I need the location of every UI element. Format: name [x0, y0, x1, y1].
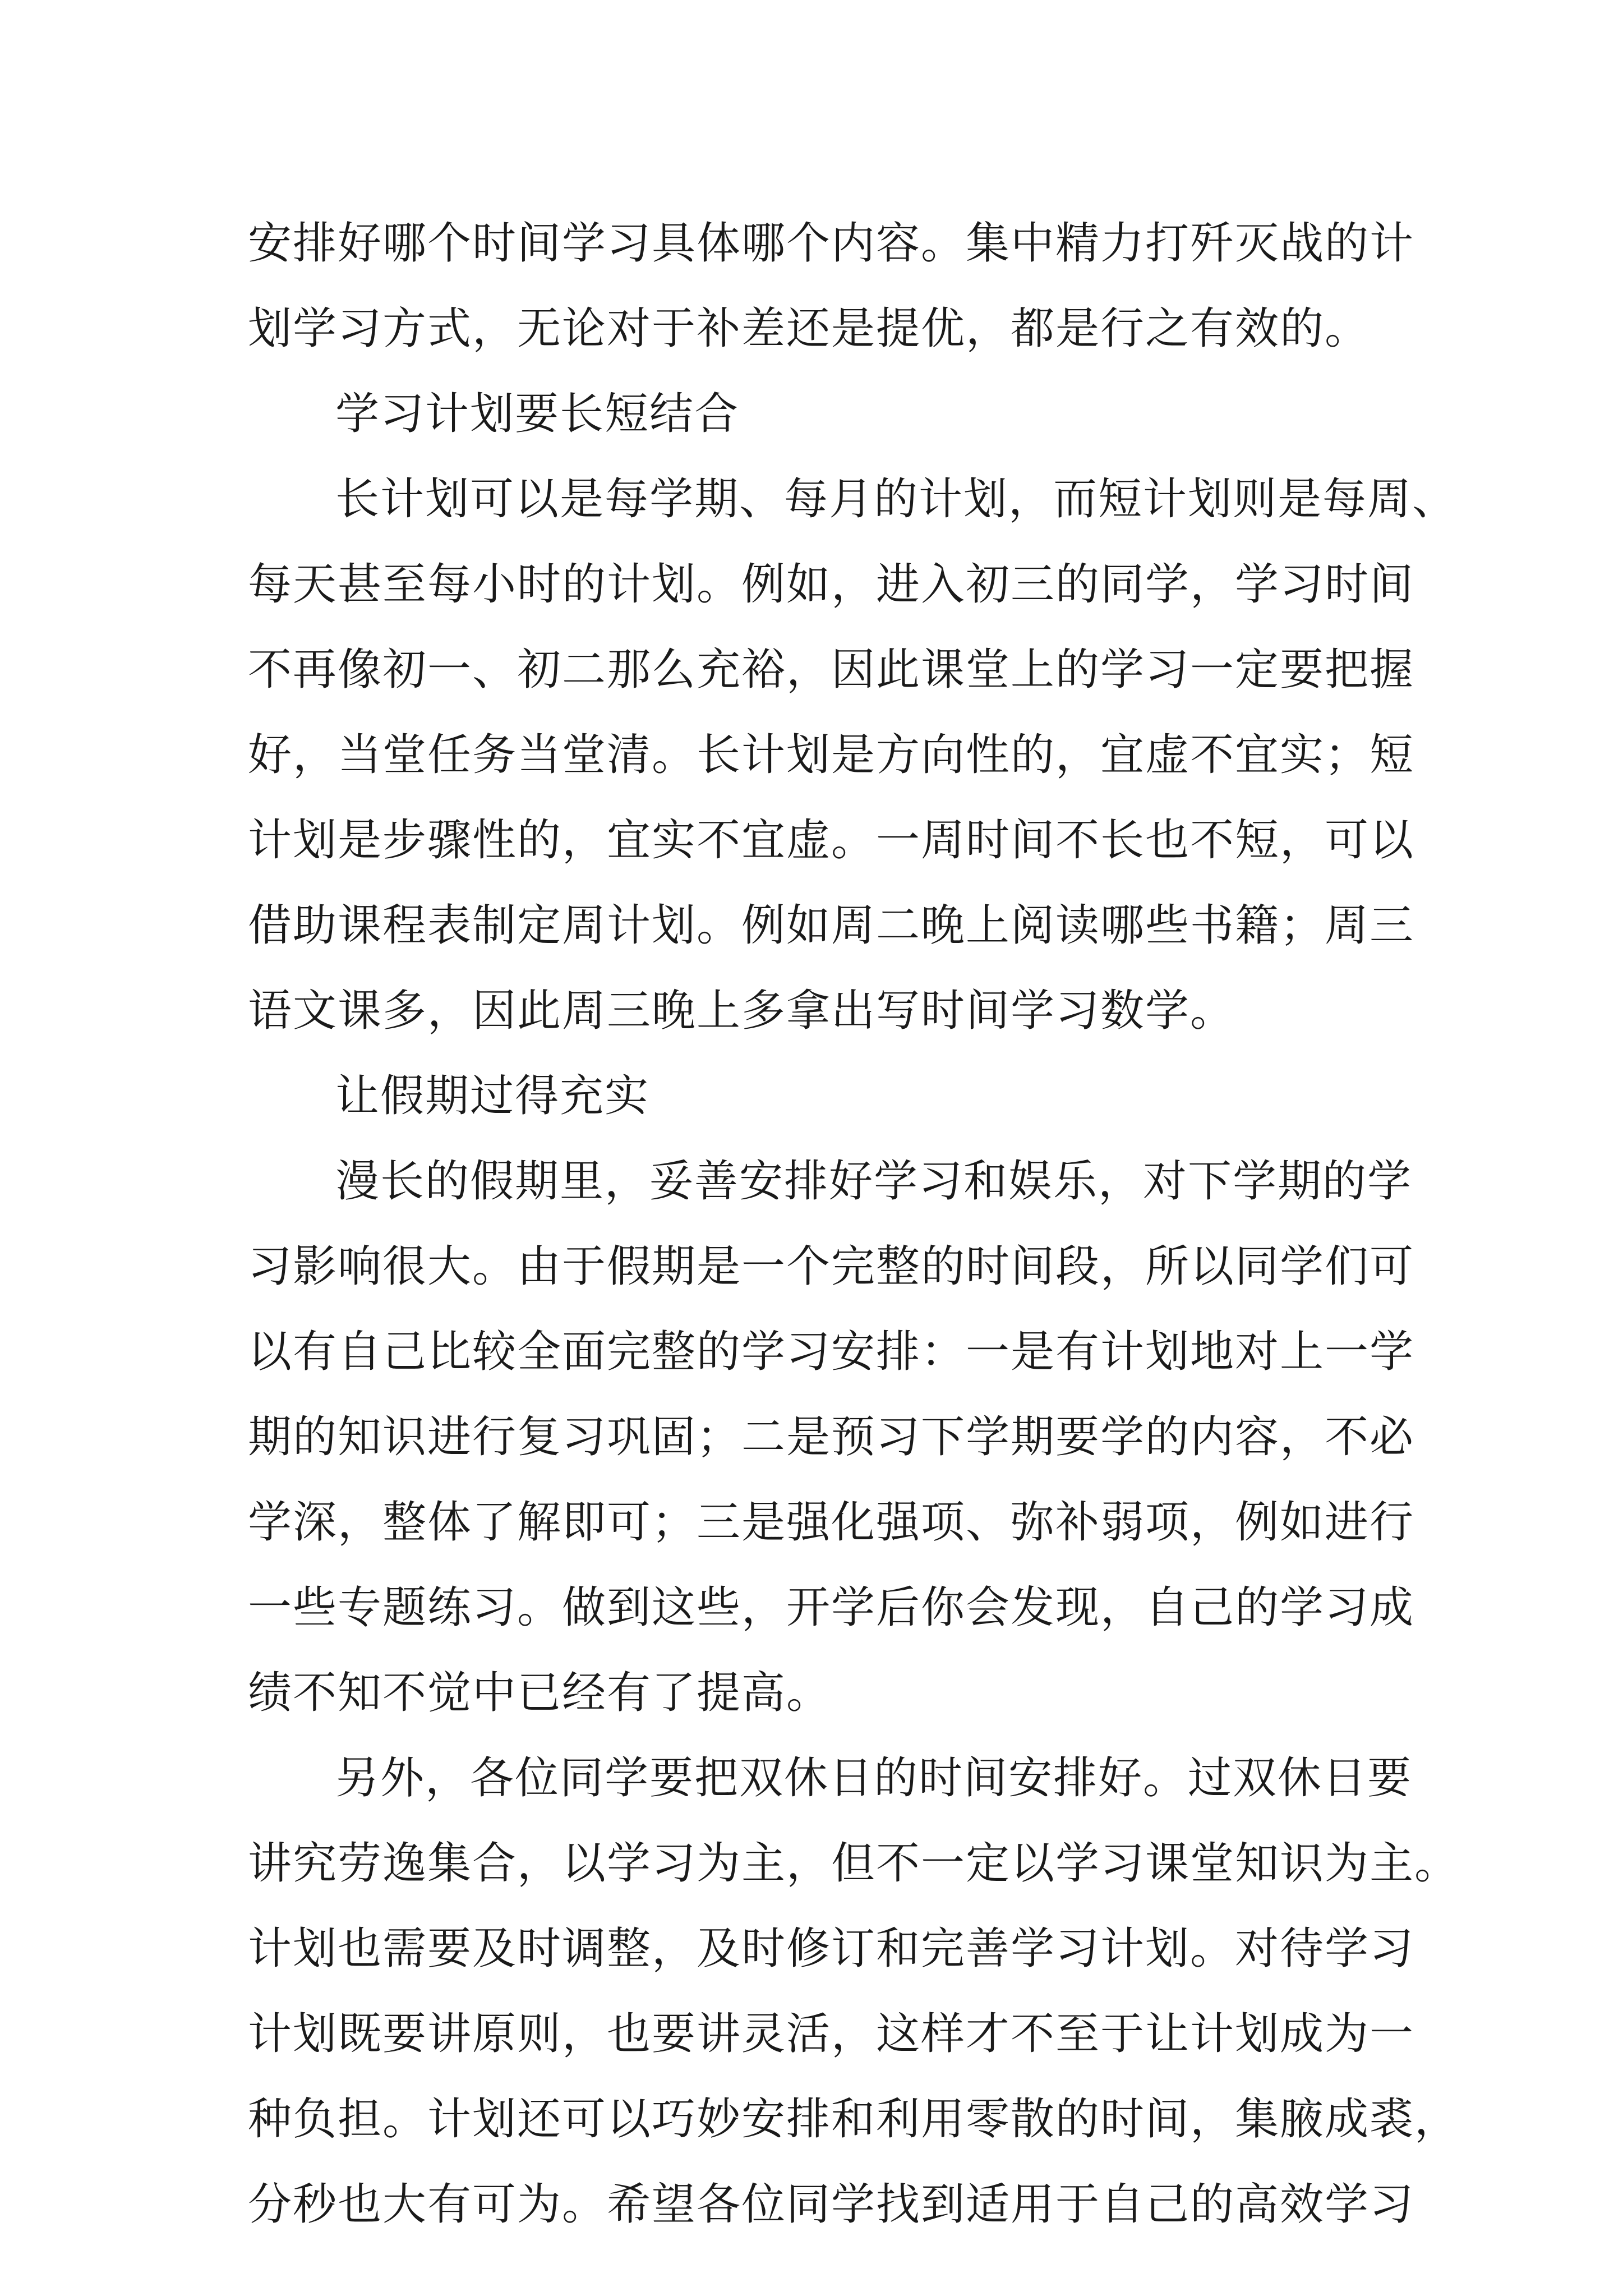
text-line: 以有自己比较全面完整的学习安排：一是有计划地对上一学 [248, 1327, 1415, 1377]
text-line: 计划也需要及时调整，及时修订和完善学习计划。对待学习 [248, 1924, 1415, 1974]
document-body [248, 201, 1460, 2247]
text-line: 学深，整体了解即可；三是强化强项、弥补弱项，例如进行 [248, 1497, 1415, 1548]
paragraph-start: 另外，各位同学要把双休日的时间安排好。过双休日要 [335, 1753, 1413, 1803]
text-line: 种负担。计划还可以巧妙安排和利用零散的时间，集腋成裘， [248, 2094, 1460, 2145]
text-line: 好，当堂任务当堂清。长计划是方向性的，宜虚不宜实；短 [248, 730, 1415, 780]
text-line: 安排好哪个时间学习具体哪个内容。集中精力打歼灭战的计 [248, 218, 1415, 269]
text-line: 绩不知不觉中已经有了提高。 [248, 1668, 832, 1718]
text-line: 每天甚至每小时的计划。例如，进入初三的同学，学习时间 [248, 559, 1415, 610]
paragraph-start: 长计划可以是每学期、每月的计划，而短计划则是每周、 [335, 474, 1458, 524]
text-line: 借助课程表制定周计划。例如周二晚上阅读哪些书籍；周三 [248, 900, 1415, 951]
text-line: 划学习方式，无论对于补差还是提优，都是行之有效的。 [248, 303, 1370, 354]
text-line: 不再像初一、初二那么充裕，因此课堂上的学习一定要把握 [248, 645, 1415, 695]
text-line: 讲究劳逸集合，以学习为主，但不一定以学习课堂知识为主。 [248, 1838, 1460, 1889]
section-heading: 学习计划要长短结合 [335, 389, 740, 439]
text-line: 习影响很大。由于假期是一个完整的时间段，所以同学们可 [248, 1241, 1415, 1292]
text-line: 期的知识进行复习巩固；二是预习下学期要学的内容，不必 [248, 1412, 1415, 1462]
paragraph-start: 漫长的假期里，妥善安排好学习和娱乐，对下学期的学 [335, 1156, 1413, 1207]
text-line: 语文课多，因此周三晚上多拿出写时间学习数学。 [248, 986, 1235, 1036]
text-line: 一些专题练习。做到这些，开学后你会发现，自己的学习成 [248, 1582, 1415, 1633]
text-line: 计划是步骤性的，宜实不宜虚。一周时间不长也不短，可以 [248, 815, 1415, 866]
text-line: 计划既要讲原则，也要讲灵活，这样才不至于让计划成为一 [248, 2009, 1415, 2059]
section-heading: 让假期过得充实 [335, 1071, 650, 1121]
text-line: 分秒也大有可为。希望各位同学找到适用于自己的高效学习 [248, 2179, 1415, 2230]
